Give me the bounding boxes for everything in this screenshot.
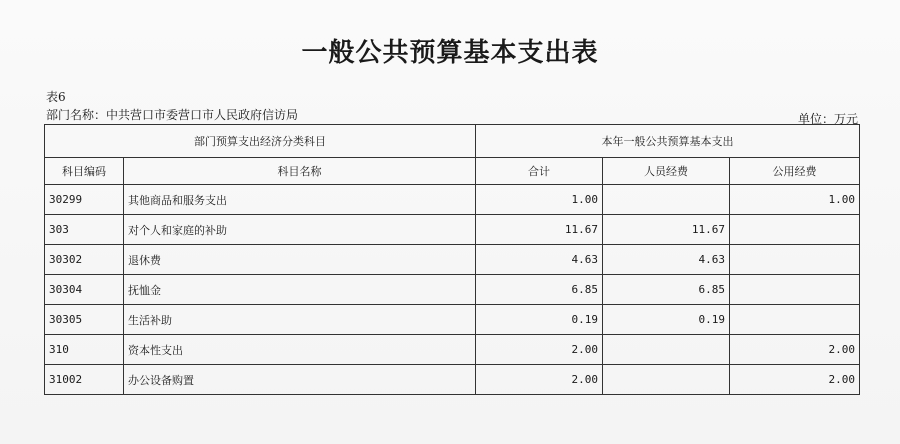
row-code: 30299 xyxy=(45,185,124,215)
row-public xyxy=(730,245,860,275)
header-name: 科目名称 xyxy=(124,158,476,185)
row-total: 6.85 xyxy=(476,275,603,305)
header-basic-expenditure: 本年一般公共预算基本支出 xyxy=(476,125,860,158)
row-total: 11.67 xyxy=(476,215,603,245)
row-code: 30302 xyxy=(45,245,124,275)
table-row xyxy=(45,305,860,335)
header-total: 合计 xyxy=(476,158,603,185)
row-personnel xyxy=(603,365,730,395)
table-row xyxy=(45,245,860,275)
table-row xyxy=(45,335,860,365)
table-header-row xyxy=(45,158,860,185)
row-personnel: 11.67 xyxy=(603,215,730,245)
row-name: 对个人和家庭的补助 xyxy=(124,215,476,245)
header-public: 公用经费 xyxy=(730,158,860,185)
document-title: 一般公共预算基本支出表 xyxy=(301,38,599,68)
row-total: 2.00 xyxy=(476,335,603,365)
row-total: 1.00 xyxy=(476,185,603,215)
table-row xyxy=(45,365,860,395)
row-code: 30305 xyxy=(45,305,124,335)
department-name: 部门名称：中共营口市委营口市人民政府信访局 xyxy=(46,108,299,122)
row-personnel: 0.19 xyxy=(603,305,730,335)
table-row xyxy=(45,275,860,305)
row-public: 2.00 xyxy=(730,335,860,365)
row-personnel xyxy=(603,335,730,365)
row-total: 4.63 xyxy=(476,245,603,275)
row-code: 30304 xyxy=(45,275,124,305)
unit-label: 单位：万元 xyxy=(797,112,858,126)
row-name: 其他商品和服务支出 xyxy=(124,185,476,215)
table-header-group-row xyxy=(45,125,860,158)
row-name: 生活补助 xyxy=(124,305,476,335)
row-name: 资本性支出 xyxy=(124,335,476,365)
row-personnel: 4.63 xyxy=(603,245,730,275)
row-name: 办公设备购置 xyxy=(124,365,476,395)
row-personnel: 6.85 xyxy=(603,275,730,305)
row-personnel xyxy=(603,185,730,215)
row-public xyxy=(730,215,860,245)
table-row xyxy=(45,215,860,245)
row-public: 2.00 xyxy=(730,365,860,395)
row-code: 303 xyxy=(45,215,124,245)
row-code: 310 xyxy=(45,335,124,365)
row-public: 1.00 xyxy=(730,185,860,215)
row-name: 退休费 xyxy=(124,245,476,275)
header-code: 科目编码 xyxy=(45,158,124,185)
row-total: 2.00 xyxy=(476,365,603,395)
budget-table xyxy=(44,124,860,395)
row-public xyxy=(730,305,860,335)
row-total: 0.19 xyxy=(476,305,603,335)
header-econ-category: 部门预算支出经济分类科目 xyxy=(45,125,476,158)
row-code: 31002 xyxy=(45,365,124,395)
table-row xyxy=(45,185,860,215)
row-public xyxy=(730,275,860,305)
header-personnel: 人员经费 xyxy=(603,158,730,185)
row-name: 抚恤金 xyxy=(124,275,476,305)
table-number: 表6 xyxy=(46,90,66,104)
